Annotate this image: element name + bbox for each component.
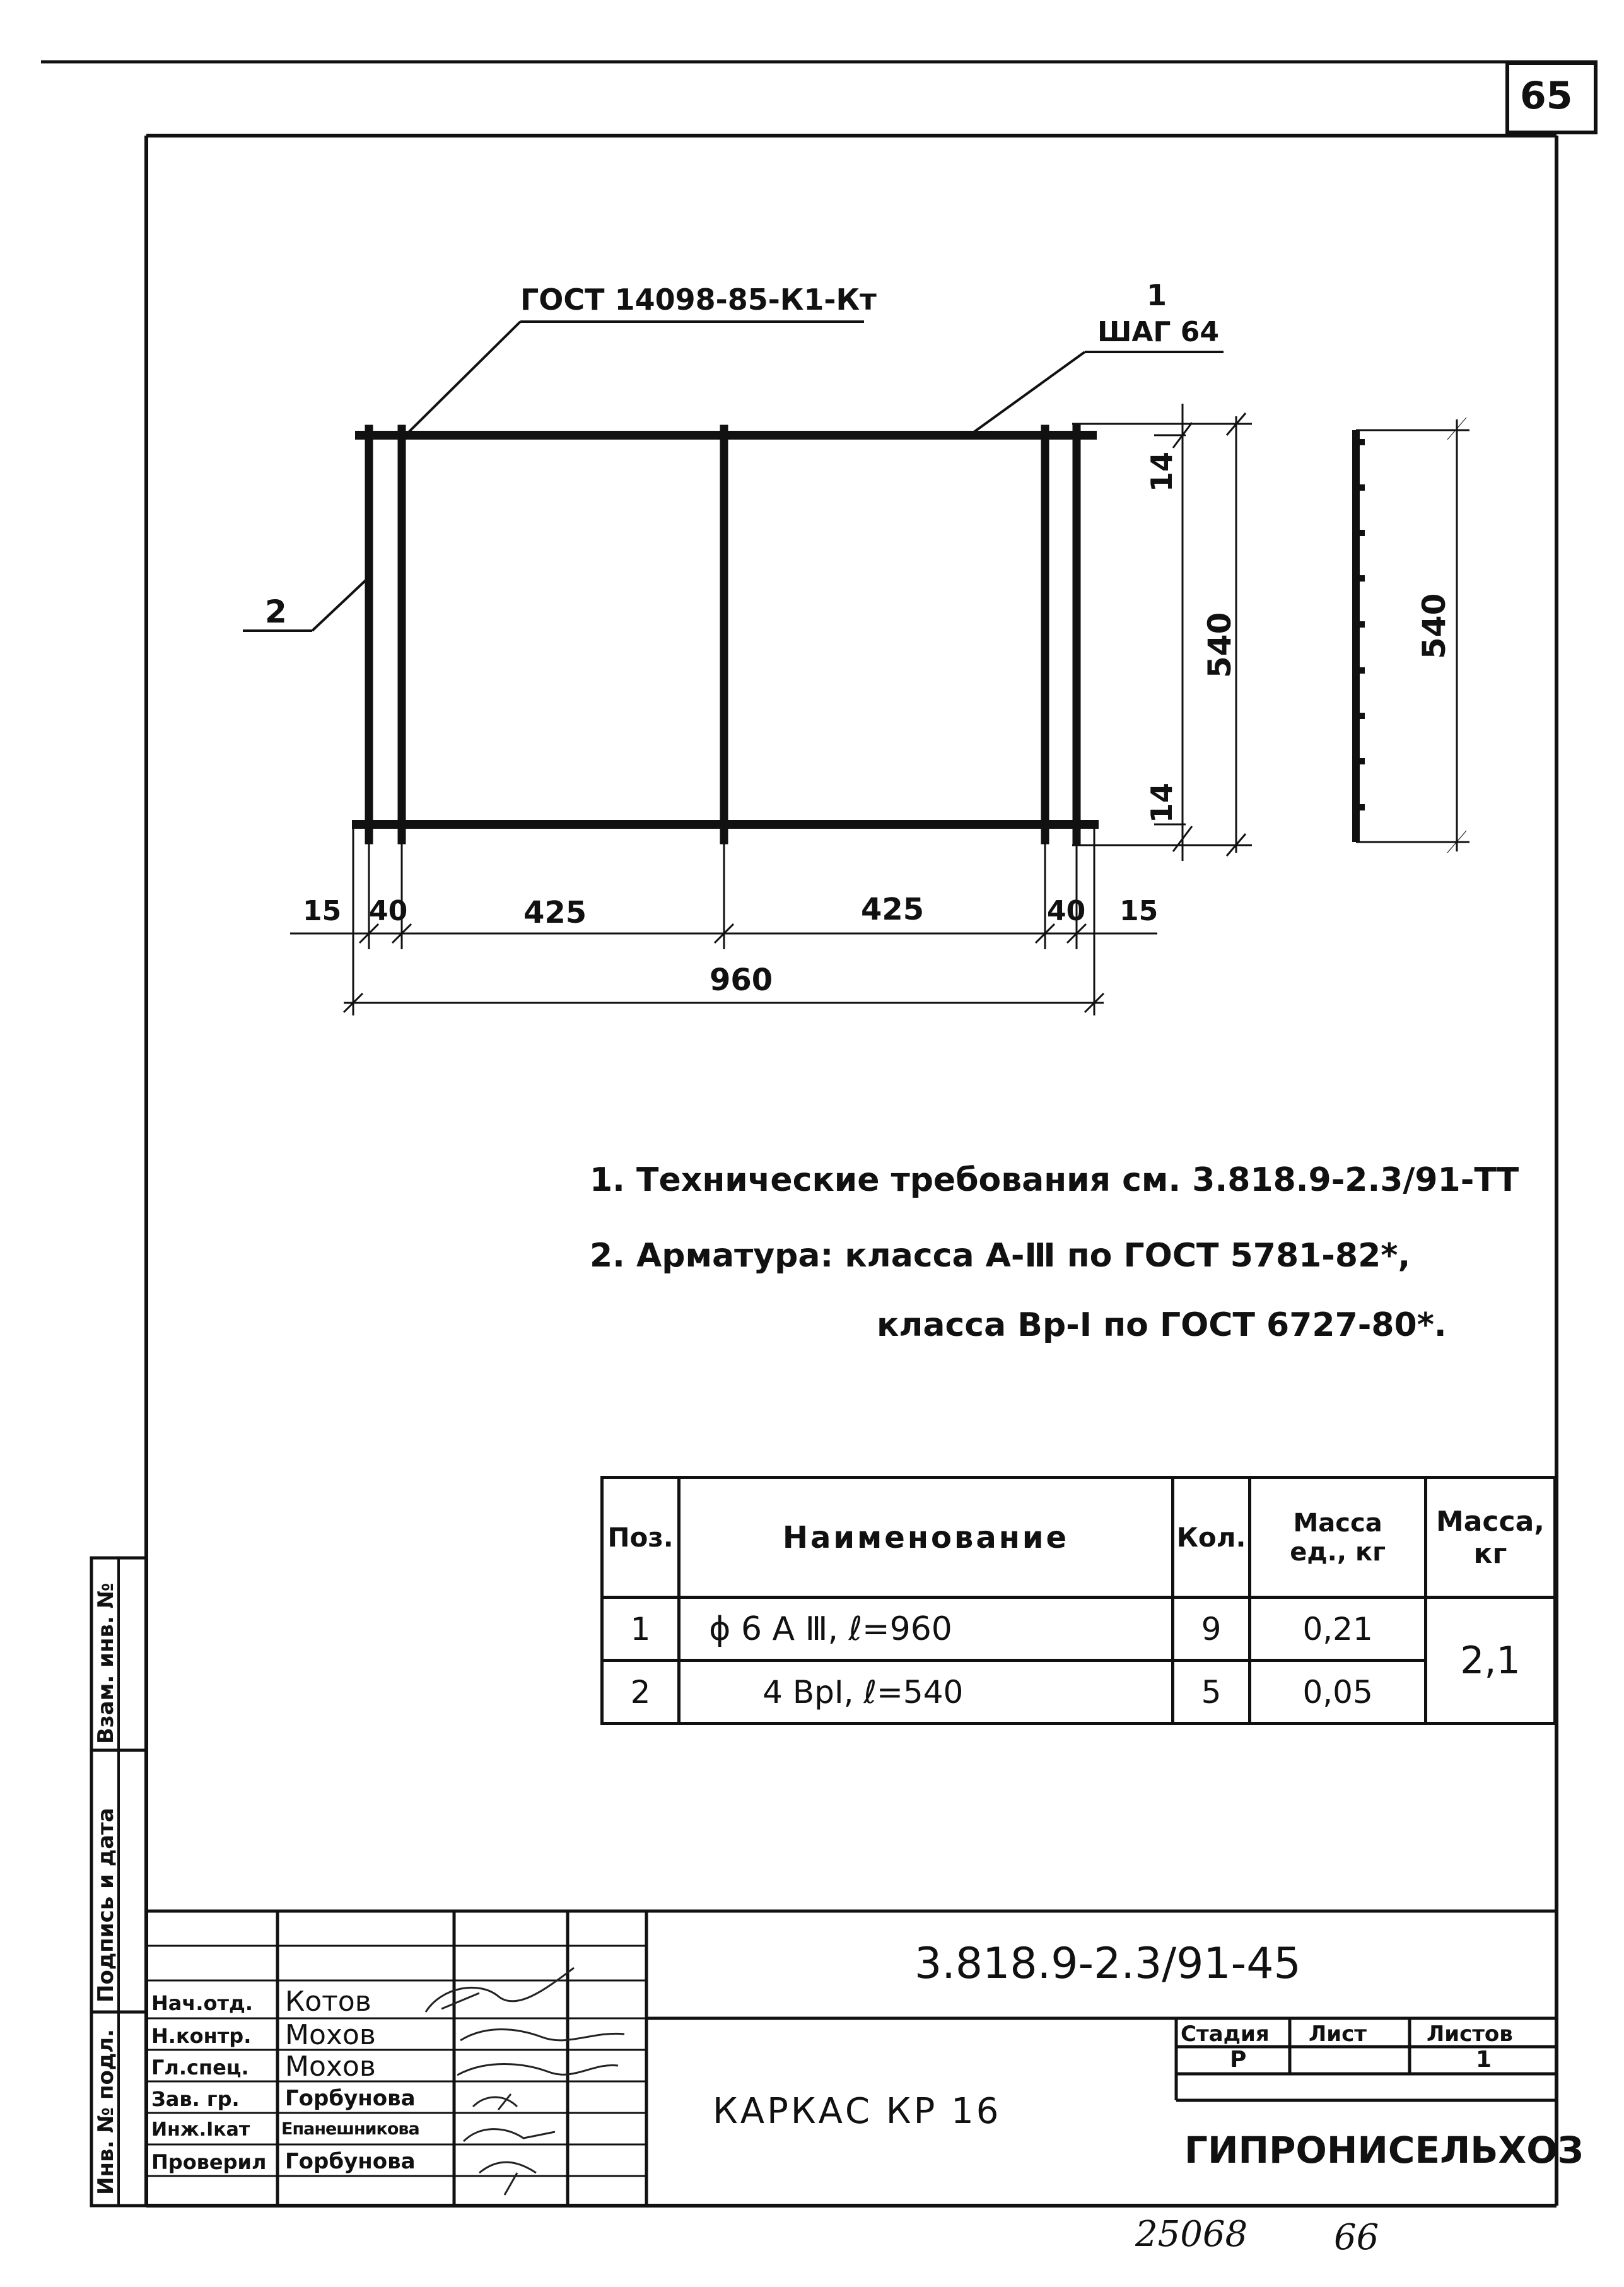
row-unit-mass: 0,05 xyxy=(1250,1661,1426,1724)
header-qty: Кол. xyxy=(1172,1478,1249,1598)
name-5: Епанешникова xyxy=(281,2119,419,2139)
table-row xyxy=(602,1598,1555,1661)
page-number: 65 xyxy=(1520,74,1573,118)
role-1: Нач.отд. xyxy=(151,1991,254,2015)
step-callout: ШАГ 64 xyxy=(1097,316,1219,348)
sheet-label: Лист xyxy=(1309,2021,1367,2047)
role-2: Н.контр. xyxy=(151,2024,252,2048)
table-row xyxy=(602,1661,1555,1724)
sheets-value: 1 xyxy=(1476,2047,1492,2073)
note-3: класса Вр-Ⅰ по ГОСТ 6727-80*. xyxy=(877,1306,1447,1344)
header-mass: Масса, кг xyxy=(1425,1478,1555,1598)
dim-bottom-14: 14 xyxy=(1145,782,1179,823)
label-replace-inv: Взам. инв. № xyxy=(93,1582,119,1744)
pos2-callout: 2 xyxy=(265,594,287,630)
row-pos: 2 xyxy=(602,1661,679,1724)
dim-top-14: 14 xyxy=(1145,451,1179,492)
gost-callout: ГОСТ 14098-85-К1-Кт xyxy=(520,283,877,317)
dim-425-left: 425 xyxy=(523,895,587,930)
dim-15-right: 15 xyxy=(1119,895,1159,927)
stage-label: Стадия xyxy=(1181,2021,1270,2047)
label-inv-sub: Инв. № подл. xyxy=(93,2028,119,2195)
spec-table xyxy=(600,1476,1557,1725)
header-unit-mass: Масса ед., кг xyxy=(1250,1478,1426,1598)
role-5: Инж.Ⅰкат xyxy=(151,2119,250,2141)
name-2: Мохов xyxy=(285,2019,376,2051)
row-qty: 5 xyxy=(1172,1661,1249,1724)
dim-425-right: 425 xyxy=(861,892,925,927)
row-name: 4 ВрⅠ, ℓ=540 xyxy=(679,1661,1173,1724)
role-4: Зав. гр. xyxy=(151,2087,240,2111)
row-unit-mass: 0,21 xyxy=(1250,1598,1426,1661)
pos1-callout: 1 xyxy=(1147,278,1167,312)
header-name: Наименование xyxy=(679,1478,1173,1598)
role-6: Проверил xyxy=(151,2150,267,2174)
stage-value: Р xyxy=(1230,2047,1247,2073)
dim-total: 960 xyxy=(710,962,773,998)
label-sign-date: Подпись и дата xyxy=(93,1808,119,2003)
dim-40-right: 40 xyxy=(1047,895,1086,927)
name-4: Горбунова xyxy=(285,2086,416,2111)
sheets-label: Листов xyxy=(1427,2021,1513,2047)
name-6: Горбунова xyxy=(285,2149,416,2174)
row-name: ϕ 6 А Ⅲ, ℓ=960 xyxy=(679,1598,1173,1661)
header-pos: Поз. xyxy=(602,1478,679,1598)
row-pos: 1 xyxy=(602,1598,679,1661)
name-1: Котов xyxy=(285,1986,371,2018)
note-2: 2. Арматура: класса А-Ⅲ по ГОСТ 5781-82*, xyxy=(590,1237,1411,1275)
inventory-number: 25068 xyxy=(1135,2214,1248,2255)
organization: ГИПРОНИСЕЛЬХОЗ xyxy=(1184,2129,1584,2172)
doc-code: 3.818.9-2.3/91-45 xyxy=(914,1939,1301,1989)
dim-side-height: 540 xyxy=(1416,593,1452,659)
note-1: 1. Технические требования см. 3.818.9-2.3/91-ТТ xyxy=(590,1161,1519,1199)
dim-15-left: 15 xyxy=(303,895,342,927)
total-mass: 2,1 xyxy=(1425,1598,1555,1724)
role-3: Гл.спец. xyxy=(151,2056,249,2079)
row-qty: 9 xyxy=(1172,1598,1249,1661)
dim-40-left: 40 xyxy=(369,895,408,927)
footer-page: 66 xyxy=(1334,2217,1379,2258)
name-3: Мохов xyxy=(285,2050,376,2083)
dim-height: 540 xyxy=(1201,612,1238,678)
drawing-title: КАРКАС КР 16 xyxy=(713,2091,1002,2132)
